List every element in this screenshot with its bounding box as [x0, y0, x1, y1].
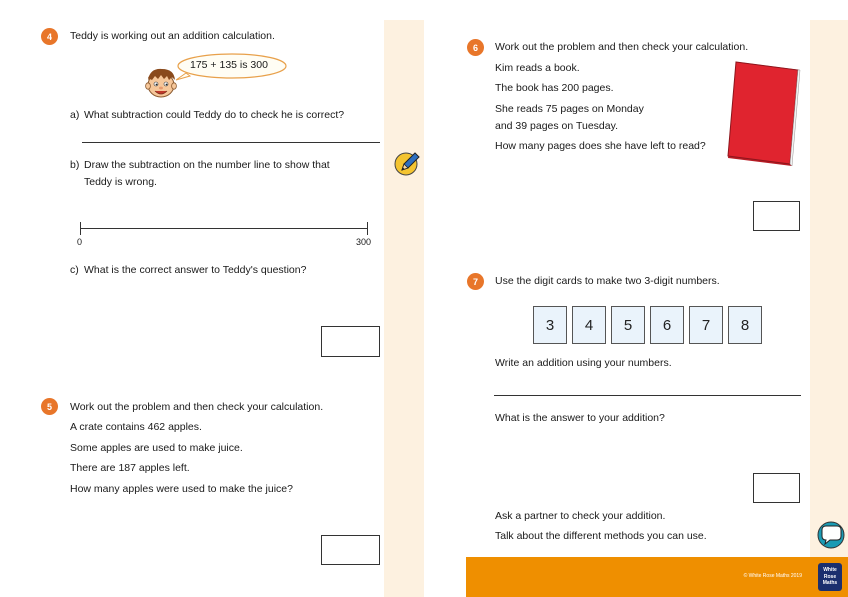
question-4-text: Teddy is working out an addition calculation.: [70, 30, 275, 42]
question-6-line-6: How many pages does she have left to read?: [495, 140, 706, 152]
question-6-line-2: Kim reads a book.: [495, 62, 580, 74]
digit-card[interactable]: 5: [611, 306, 645, 344]
book-icon: [726, 60, 802, 168]
question-4c-label: c): [70, 264, 79, 276]
answer-box-6[interactable]: [753, 201, 800, 231]
right-page-side-band: [810, 20, 848, 557]
question-4c-text: What is the correct answer to Teddy's question?: [84, 264, 307, 276]
white-rose-logo-icon: [818, 563, 842, 591]
answer-box-4c[interactable]: [321, 326, 380, 357]
number-line-end-tick: [367, 222, 368, 235]
question-7-line-2: What is the answer to your addition?: [495, 412, 665, 424]
question-5-line-1: Work out the problem and then check your calculation.: [70, 401, 324, 413]
copyright-text: © White Rose Maths 2019: [743, 573, 802, 579]
question-4-number: 4: [41, 28, 58, 45]
number-line-start-label: 0: [77, 237, 83, 247]
logo-line-1: White: [823, 567, 837, 573]
number-line-start-tick: [80, 222, 81, 235]
question-5-line-3: Some apples are used to make juice.: [70, 442, 243, 454]
digit-card[interactable]: 4: [572, 306, 606, 344]
number-line-end-label: 300: [356, 237, 372, 247]
question-5-number: 5: [41, 398, 58, 415]
question-7-line-3: Ask a partner to check your addition.: [495, 510, 666, 522]
question-5-line-5: How many apples were used to make the juice?: [70, 483, 293, 495]
digit-card[interactable]: 8: [728, 306, 762, 344]
left-page-side-band: [384, 20, 424, 597]
digit-card[interactable]: 7: [689, 306, 723, 344]
question-5-line-2: A crate contains 462 apples.: [70, 421, 202, 433]
speech-bubble: [170, 52, 288, 82]
question-7-text: Use the digit cards to make two 3-digit numbers.: [495, 275, 720, 287]
answer-line-4a[interactable]: [82, 142, 380, 143]
number-line[interactable]: [80, 222, 368, 236]
speech-bubble-text: 175 + 135 is 300: [190, 59, 268, 71]
question-6-line-3: The book has 200 pages.: [495, 82, 614, 94]
answer-box-5[interactable]: [321, 535, 380, 565]
question-7-line-4: Talk about the different methods you can use.: [495, 530, 707, 542]
question-7-number: 7: [467, 273, 484, 290]
question-4b-text-line2: Teddy is wrong.: [84, 176, 157, 188]
logo-line-3: Maths: [822, 580, 838, 586]
question-7-line-1: Write an addition using your numbers.: [495, 357, 672, 369]
digit-card[interactable]: 3: [533, 306, 567, 344]
question-6-line-1: Work out the problem and then check your calculation.: [495, 41, 749, 53]
question-6-number: 6: [467, 39, 484, 56]
footer-bar: [466, 557, 848, 597]
question-4a-text: What subtraction could Teddy do to check he is correct?: [84, 109, 345, 121]
pencil-icon: [393, 149, 421, 177]
question-4b-label: b): [70, 159, 80, 171]
digit-card[interactable]: 6: [650, 306, 684, 344]
answer-box-7[interactable]: [753, 473, 800, 503]
question-6-line-5: and 39 pages on Tuesday.: [495, 120, 618, 132]
answer-line-7[interactable]: [494, 395, 801, 396]
question-6-line-4: She reads 75 pages on Monday: [495, 103, 644, 115]
logo-line-2: Rose: [823, 573, 837, 580]
speech-bubble-icon: [816, 521, 846, 551]
question-4a-label: a): [70, 109, 80, 121]
question-4b-text-line1: Draw the subtraction on the number line to show that: [84, 159, 330, 171]
question-5-line-4: There are 187 apples left.: [70, 462, 190, 474]
